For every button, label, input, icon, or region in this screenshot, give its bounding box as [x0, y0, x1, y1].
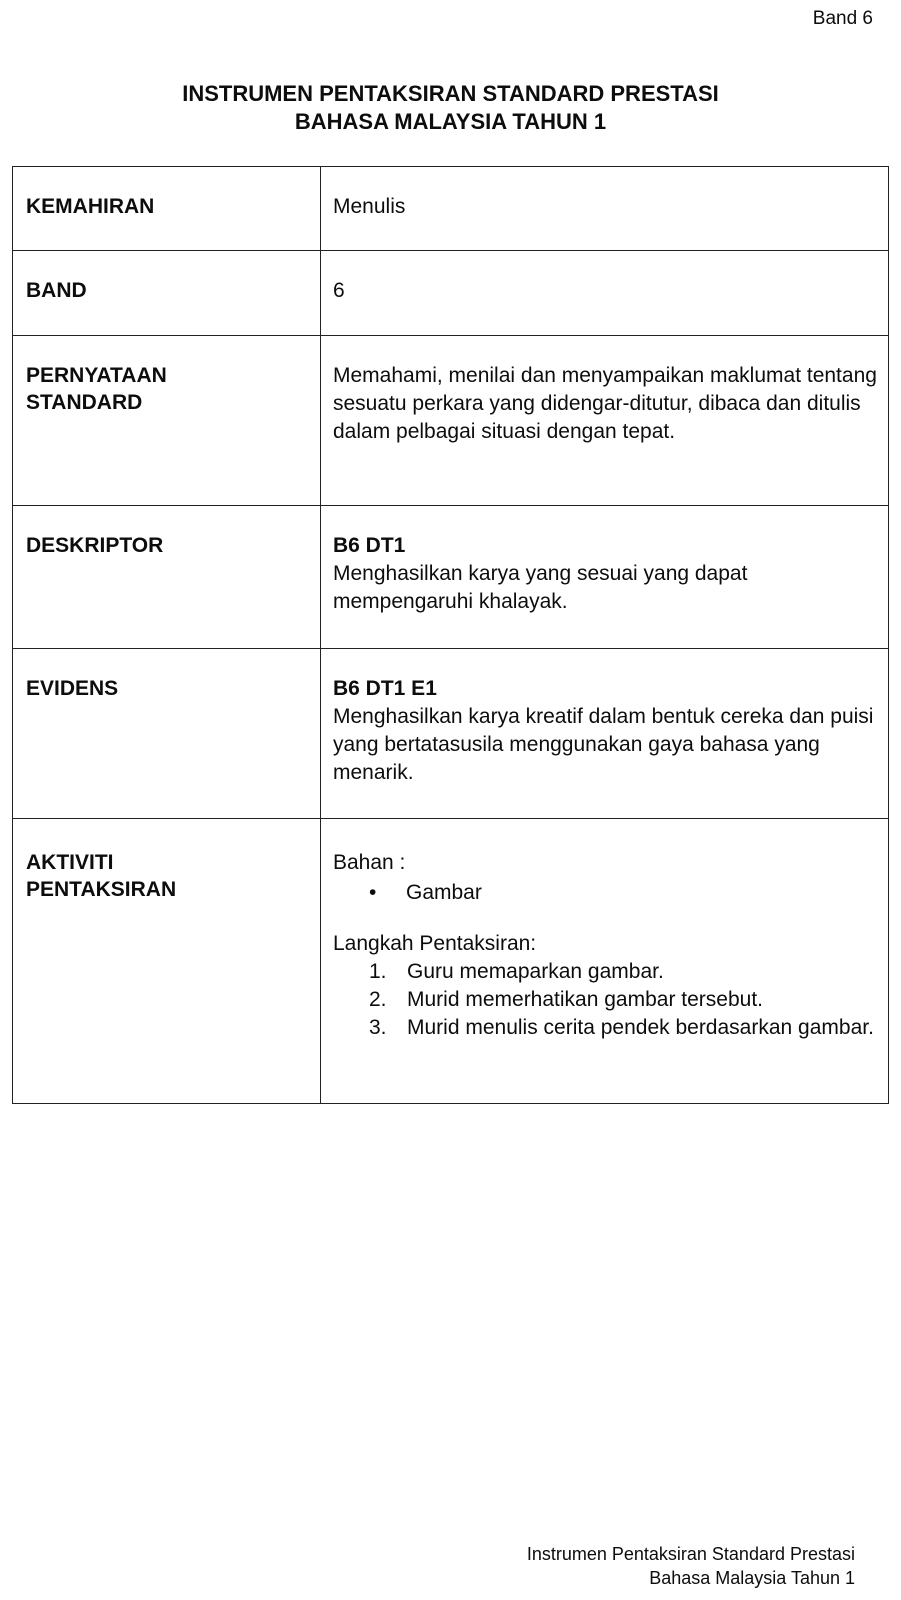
table-row-kemahiran — [13, 167, 889, 251]
rubric-table — [12, 166, 889, 1104]
langkah-heading: Langkah Pentaksiran: — [333, 932, 537, 955]
step-text: Guru memaparkan gambar. — [407, 960, 664, 983]
bahan-list — [333, 879, 878, 907]
pernyataan-standard-label — [13, 336, 321, 506]
evidens-text: Menghasilkan karya kreatif dalam bentuk cereka dan puisi yang bertatasusila menggunakan gaya bahasa yang menarik. — [333, 705, 874, 784]
aktiviti-label-line-2: PENTAKSIRAN — [26, 878, 177, 901]
list-item — [369, 958, 878, 986]
table-row-deskriptor — [13, 506, 889, 649]
list-item — [369, 986, 878, 1014]
bahan-item-text: Gambar — [406, 881, 482, 904]
aktiviti-label-line-1: AKTIVITI — [26, 851, 114, 874]
title-line-2: BAHASA MALAYSIA TAHUN 1 — [294, 109, 607, 134]
deskriptor-label: DESKRIPTOR — [13, 506, 321, 649]
step-number: 1. — [369, 960, 387, 983]
band-row-label: BAND — [13, 251, 321, 336]
kemahiran-value: Menulis — [321, 167, 889, 251]
aktiviti-pentaksiran-value — [321, 819, 889, 1104]
step-text: Murid memerhatikan gambar tersebut. — [407, 988, 763, 1011]
step-text: Murid menulis cerita pendek berdasarkan gambar. — [407, 1016, 874, 1039]
list-item — [369, 879, 878, 907]
step-number: 2. — [369, 988, 387, 1011]
table-row-aktiviti-pentaksiran — [13, 819, 889, 1104]
step-number: 3. — [369, 1016, 387, 1039]
list-item — [369, 1014, 878, 1042]
pernyataan-standard-value: Memahami, menilai dan menyampaikan maklumat tentang sesuatu perkara yang didengar-ditutur, dibaca dan ditulis dalam pelbagai situasi dengan tepat. — [321, 336, 889, 506]
deskriptor-value — [321, 506, 889, 649]
kemahiran-label: KEMAHIRAN — [13, 167, 321, 251]
bullet-icon: • — [369, 881, 377, 904]
table-row-evidens — [13, 649, 889, 819]
bahan-heading: Bahan : — [333, 851, 406, 874]
deskriptor-text: Menghasilkan karya yang sesuai yang dapat mempengaruhi khalayak. — [333, 562, 748, 613]
table-row-pernyataan-standard — [13, 336, 889, 506]
evidens-label: EVIDENS — [13, 649, 321, 819]
page-footer — [527, 1542, 855, 1590]
deskriptor-code: B6 DT1 — [333, 534, 406, 557]
title-line-1: INSTRUMEN PENTAKSIRAN STANDARD PRESTASI — [182, 81, 719, 106]
pernyataan-label-line-1: PERNYATAAN — [26, 364, 167, 387]
band-label: Band 6 — [812, 8, 873, 29]
table-row-band — [13, 251, 889, 336]
pernyataan-label-line-2: STANDARD — [26, 391, 143, 414]
footer-line-1: Instrumen Pentaksiran Standard Prestasi — [526, 1544, 855, 1564]
document-title — [0, 80, 901, 136]
evidens-value — [321, 649, 889, 819]
langkah-steps-list — [333, 958, 878, 1042]
band-row-value: 6 — [321, 251, 889, 336]
footer-line-2: Bahasa Malaysia Tahun 1 — [649, 1568, 855, 1588]
evidens-code: B6 DT1 E1 — [333, 677, 437, 700]
aktiviti-pentaksiran-label — [13, 819, 321, 1104]
